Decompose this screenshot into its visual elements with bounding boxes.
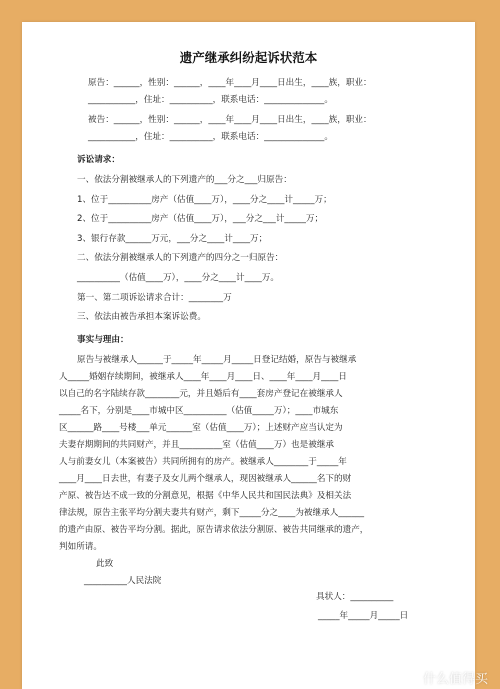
facts-line: 人_____婚姻存续期间，被继承人____年____月____日、____年____月____日 bbox=[59, 372, 347, 382]
facts-line: 原告与被继承人______于_____年_____月_____日登记结婚，原告与被继承 bbox=[77, 355, 357, 365]
plaintiff-line-2: ___________，住址：__________，联系电话：______________。 bbox=[88, 95, 333, 105]
watermark-logo-icon bbox=[403, 671, 419, 687]
watermark-text: 什么值得买 bbox=[422, 671, 488, 687]
facts-line: 产原、被告达不成一致的分割意见，根据《中华人民共和国民法典》及相关法 bbox=[59, 491, 352, 501]
facts-line: ____月____日去世，有妻子及女儿两个继承人，现因被继承人______名下的财 bbox=[59, 474, 352, 484]
defendant-line-1: 被告：______，性别：______，____年____月____日出生，____族，职业： bbox=[88, 115, 372, 125]
signer-line: 具状人：__________ bbox=[316, 592, 394, 602]
claim-item: 第一、第二项诉讼请求合计：________万 bbox=[77, 293, 232, 303]
facts-line: 人与前妻女儿（本案被告）共同所拥有的房产。被继承人________于_____年 bbox=[59, 457, 347, 467]
plaintiff-line-1: 原告：______，性别：______，____年____月____日出生，____族，职业： bbox=[88, 78, 372, 88]
facts-line: 夫妻存期期间的共同财产，并且__________室（估值____万）也是被继承 bbox=[59, 440, 335, 450]
facts-line: 以自己的名字陆续存款________元，并且婚后有____套房产登记在被继承人 bbox=[59, 389, 343, 399]
facts-line: 的遗产由原、被告平均分割。据此，原告请求依法分割原、被告共同继承的遗产， bbox=[59, 525, 369, 535]
claims-heading: 诉讼请求： bbox=[77, 155, 120, 165]
facts-line: _____名下，分别是____市城中区__________（估值_____万）；____市城东 bbox=[59, 406, 339, 416]
facts-line: 律法规，原告主张平均分割夫妻共有财产，剩下_____分之____为被继承人______ bbox=[59, 508, 365, 518]
claim-item: 二、依法分割被继承人的下列遗产的四分之一归原告： bbox=[77, 253, 284, 263]
defendant-line-2: ___________，住址：__________，联系电话：______________。 bbox=[88, 132, 333, 142]
closing-court: __________人民法院 bbox=[84, 576, 162, 586]
claim-item: 2、位于__________房产（估值____万），___分之___计_____万； bbox=[77, 214, 324, 224]
claim-item: __________（估值____万），____分之____计____万。 bbox=[77, 273, 279, 283]
closing-respect: 此致 bbox=[96, 559, 114, 569]
claim-item: 3、银行存款______万元，___分之____计____万； bbox=[77, 234, 268, 244]
document-title: 遗产继承纠纷起诉状范本 bbox=[179, 50, 318, 65]
claim-item: 一、依法分割被继承人的下列遗产的___分之___归原告： bbox=[77, 175, 292, 185]
facts-heading: 事实与理由： bbox=[77, 335, 129, 345]
facts-line: 区______路____号楼___单元______室（估值____万）；上述财产应当认定为 bbox=[59, 423, 343, 433]
watermark bbox=[403, 668, 488, 688]
claim-item: 三、依法由被告承担本案诉讼费。 bbox=[77, 312, 206, 322]
facts-line: 判如所请。 bbox=[59, 542, 102, 552]
claim-item: 1、位于__________房产（估值____万），____分之____计_____万； bbox=[77, 195, 332, 205]
date-line: _____年_____月_____日 bbox=[318, 611, 409, 621]
document-page bbox=[22, 22, 475, 689]
